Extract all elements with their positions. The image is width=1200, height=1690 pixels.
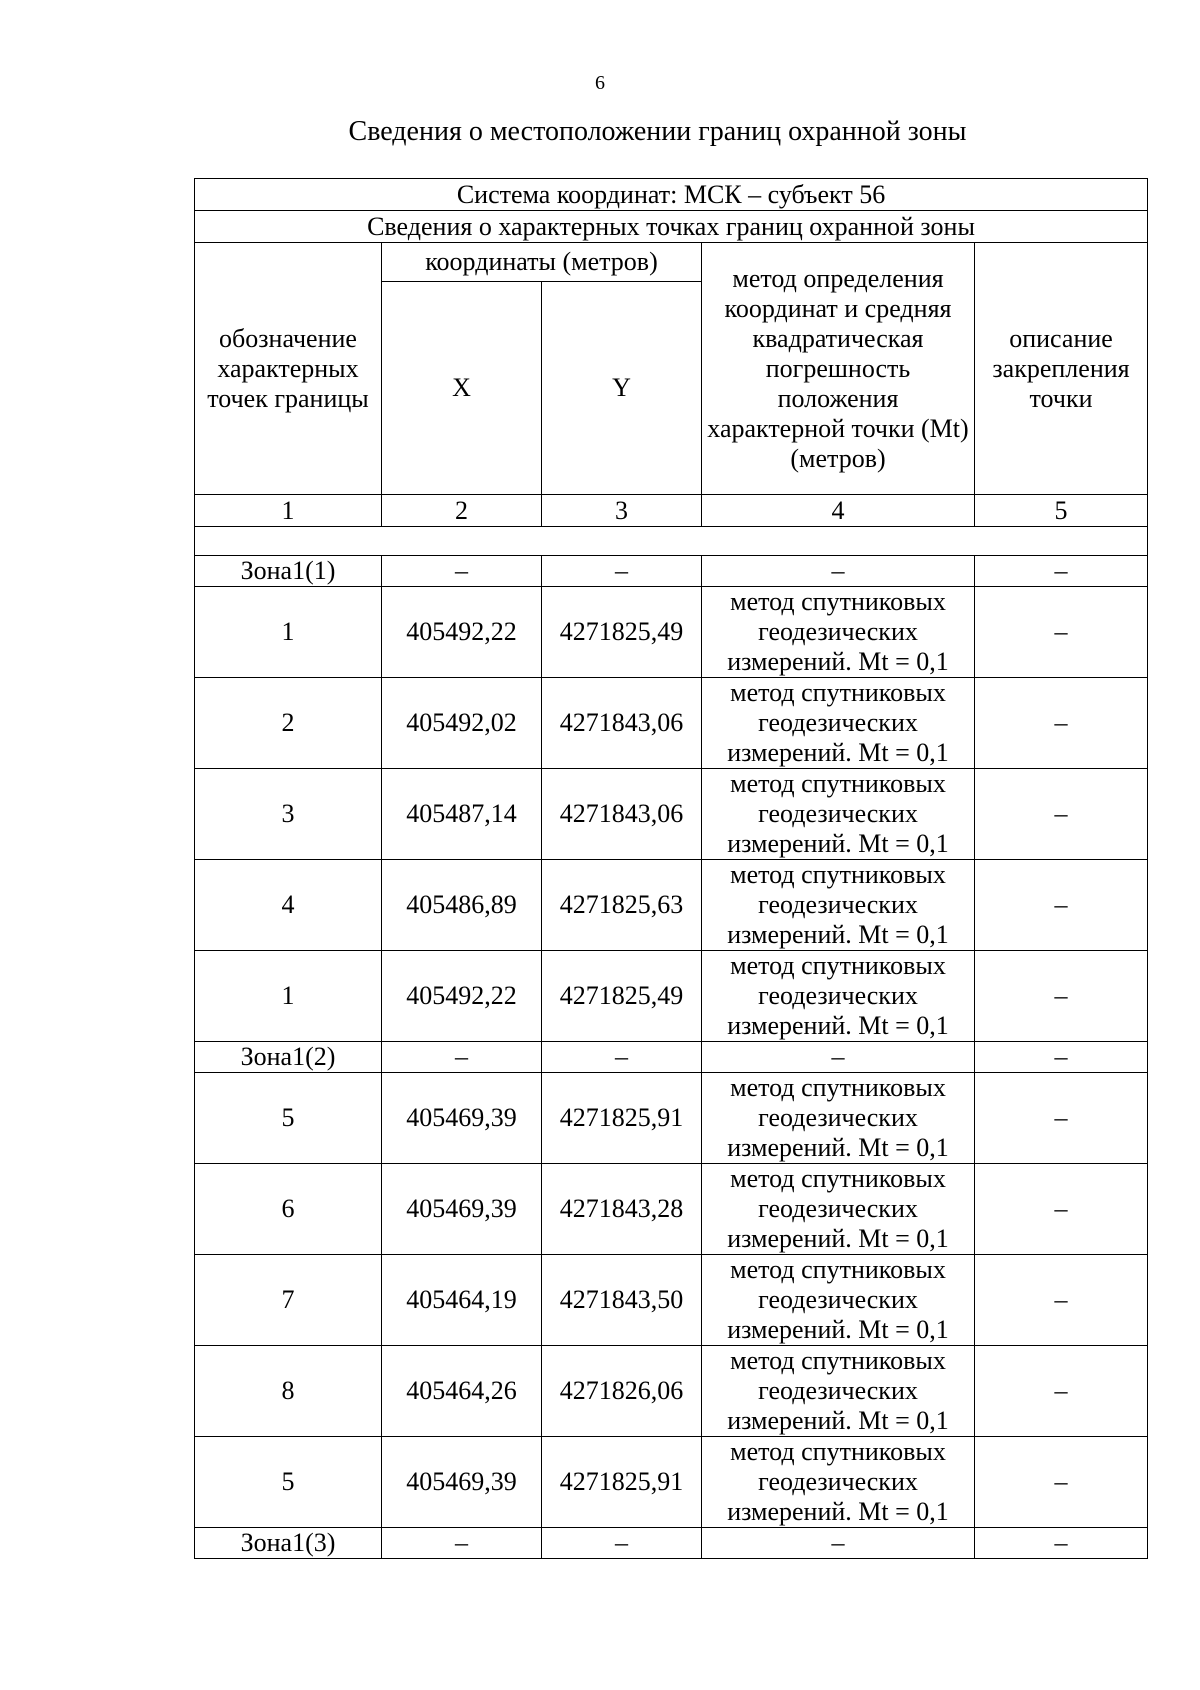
cell-y: 4271843,28 [542, 1164, 702, 1255]
cell-designation: Зона1(1) [195, 556, 382, 587]
cell-designation: 6 [195, 1164, 382, 1255]
cell-y: 4271843,50 [542, 1255, 702, 1346]
cell-x: 405469,39 [382, 1073, 542, 1164]
cell-y: 4271825,91 [542, 1437, 702, 1528]
cell-method: метод спутниковых геодезических измерений. Mt = 0,1 [702, 678, 975, 769]
zone-row [195, 1042, 1148, 1073]
cell-designation: 5 [195, 1073, 382, 1164]
point-row [195, 1164, 1148, 1255]
column-number: 5 [975, 495, 1148, 527]
point-row [195, 1255, 1148, 1346]
cell-method: метод спутниковых геодезических измерений. Mt = 0,1 [702, 587, 975, 678]
cell-designation: 1 [195, 587, 382, 678]
coord-system-header: Система координат: МСК – субъект 56 [195, 179, 1148, 211]
cell-method: – [702, 1528, 975, 1559]
column-number: 4 [702, 495, 975, 527]
cell-x: 405492,22 [382, 587, 542, 678]
cell-x: – [382, 1528, 542, 1559]
cell-y: 4271826,06 [542, 1346, 702, 1437]
cell-description: – [975, 860, 1148, 951]
point-row [195, 860, 1148, 951]
cell-description: – [975, 1042, 1148, 1073]
column-number: 2 [382, 495, 542, 527]
document-title: Сведения о местоположении границ охранной зоны [348, 116, 967, 147]
cell-method: метод спутниковых геодезических измерений. Mt = 0,1 [702, 860, 975, 951]
cell-description: – [975, 1255, 1148, 1346]
point-row [195, 1346, 1148, 1437]
cell-method: – [702, 1042, 975, 1073]
cell-designation: 4 [195, 860, 382, 951]
cell-x: – [382, 1042, 542, 1073]
zone-row [195, 1528, 1148, 1559]
point-row [195, 769, 1148, 860]
cell-y: 4271825,91 [542, 1073, 702, 1164]
points-section-header: Сведения о характерных точках границ охранной зоны [195, 211, 1148, 243]
spacer-cell [195, 527, 1148, 556]
cell-x: 405486,89 [382, 860, 542, 951]
col-header-y: Y [542, 282, 702, 495]
cell-description: – [975, 769, 1148, 860]
cell-designation: 1 [195, 951, 382, 1042]
cell-description: – [975, 951, 1148, 1042]
cell-x: – [382, 556, 542, 587]
cell-designation: 2 [195, 678, 382, 769]
cell-description: – [975, 678, 1148, 769]
cell-y: 4271843,06 [542, 769, 702, 860]
cell-x: 405492,22 [382, 951, 542, 1042]
col-header-coordinates: координаты (метров) [382, 243, 702, 282]
cell-method: метод спутниковых геодезических измерений. Mt = 0,1 [702, 951, 975, 1042]
cell-method: метод спутниковых геодезических измерений. Mt = 0,1 [702, 1073, 975, 1164]
point-row [195, 951, 1148, 1042]
cell-description: – [975, 1164, 1148, 1255]
cell-x: 405469,39 [382, 1164, 542, 1255]
cell-x: 405464,19 [382, 1255, 542, 1346]
cell-y: 4271843,06 [542, 678, 702, 769]
cell-method: – [702, 556, 975, 587]
cell-y: – [542, 1042, 702, 1073]
cell-y: 4271825,49 [542, 587, 702, 678]
cell-x: 405469,39 [382, 1437, 542, 1528]
point-row [195, 1437, 1148, 1528]
cell-description: – [975, 556, 1148, 587]
cell-x: 405464,26 [382, 1346, 542, 1437]
cell-designation: Зона1(3) [195, 1528, 382, 1559]
column-number: 3 [542, 495, 702, 527]
cell-x: 405487,14 [382, 769, 542, 860]
cell-y: 4271825,63 [542, 860, 702, 951]
cell-description: – [975, 1437, 1148, 1528]
cell-method: метод спутниковых геодезических измерений. Mt = 0,1 [702, 1437, 975, 1528]
cell-y: – [542, 1528, 702, 1559]
zone-row [195, 556, 1148, 587]
point-row [195, 587, 1148, 678]
cell-method: метод спутниковых геодезических измерений. Mt = 0,1 [702, 1346, 975, 1437]
cell-designation: Зона1(2) [195, 1042, 382, 1073]
cell-y: – [542, 556, 702, 587]
col-header-designation: обозначение характерных точек границы [195, 243, 382, 495]
page-number: 6 [595, 72, 605, 94]
col-header-method: метод определения координат и средняя квадратическая погрешность положения характерной точки (Mt) (метров) [702, 243, 975, 495]
cell-designation: 5 [195, 1437, 382, 1528]
column-number-row [195, 495, 1148, 527]
cell-x: 405492,02 [382, 678, 542, 769]
cell-description: – [975, 1528, 1148, 1559]
cell-designation: 8 [195, 1346, 382, 1437]
point-row [195, 1073, 1148, 1164]
cell-description: – [975, 587, 1148, 678]
cell-y: 4271825,49 [542, 951, 702, 1042]
spacer-row [195, 527, 1148, 556]
point-row [195, 678, 1148, 769]
cell-designation: 3 [195, 769, 382, 860]
cell-description: – [975, 1346, 1148, 1437]
cell-description: – [975, 1073, 1148, 1164]
cell-method: метод спутниковых геодезических измерений. Mt = 0,1 [702, 1255, 975, 1346]
cell-designation: 7 [195, 1255, 382, 1346]
column-number: 1 [195, 495, 382, 527]
col-header-description: описание закрепления точки [975, 243, 1148, 495]
coordinates-table [194, 178, 1148, 1559]
cell-method: метод спутниковых геодезических измерений. Mt = 0,1 [702, 1164, 975, 1255]
cell-method: метод спутниковых геодезических измерений. Mt = 0,1 [702, 769, 975, 860]
col-header-x: X [382, 282, 542, 495]
